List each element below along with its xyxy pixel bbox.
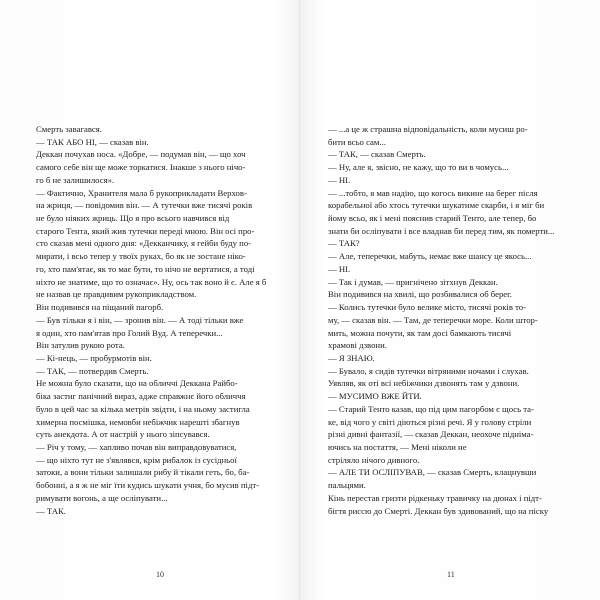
left-page-number: 10 [156, 570, 164, 579]
text-line: — Так і думав, — пригнічено зітхнув Деккан. [328, 276, 498, 287]
text-line: — НІ. [328, 174, 351, 185]
text-line: — ТАК АБО НІ, — сказав він. [36, 136, 149, 147]
text-line: ючись на постаття, — Мені ніколи не [328, 441, 467, 452]
text-line: корабельної або хтось тутечки шукатиме скарби, і я міг би [328, 200, 545, 211]
text-line: сто сказав мені одного дня: «Декканчику, я гейби буду по- [36, 238, 252, 249]
text-line: мить, можна почути, як там досі бамкають тисячі [328, 327, 512, 338]
text-line: — МУСИМО ВЖЕ ЙТИ. [328, 391, 422, 402]
text-line: різні дивні фантазії, — сказав Деккан, неохоче підніма- [328, 429, 534, 440]
text-line: Уявляв, як оті всі небіжчики дзвонять там у дзвони. [328, 378, 520, 389]
text-line: бити всьо сам... [328, 136, 386, 147]
text-line: Він подивився на піщаний пагорб. [36, 302, 164, 313]
text-line: — Старий Тенто казав, що під цим пагорбом є щось та- [328, 403, 534, 414]
text-line: не було ніяких жриць. Що я про всього навчився від [36, 213, 230, 224]
text-line: — Кі-нець, — пробурмотів він. [36, 352, 152, 363]
text-line: — ТАК, — сказав Смерть. [328, 149, 426, 160]
text-line: химерна посмішка, немовби небіжчик нарешті збагнув [36, 416, 240, 427]
text-line: — Я ЗНАЮ. [328, 352, 375, 363]
text-line: Він затулив рукою рота. [36, 340, 125, 351]
text-line: мирати, і всьо тепер у твоїх руках, бо як не зостане ніко- [36, 251, 246, 262]
text-line: пальцями. [328, 480, 366, 491]
text-line: ніхто не знатиме, що то означає». Ну, ось так воно й є. Але я б [36, 276, 267, 287]
right-page-number: 11 [447, 570, 455, 579]
text-line: му, — сказав він. — Там, де теперечки море. Коли штор- [328, 314, 538, 325]
text-line: на жриця, — повідомив він. — А тутечки вже тисячі років [36, 200, 253, 211]
text-line: Кінь перестав гризти рідкеньку травичку на дюнах і підт- [328, 492, 542, 503]
text-line: — що ніхто тут не з'являвся, крім рибалок із сусідньої [36, 454, 237, 465]
text-line: — Річ у тому, — хапливо почав він виправдовуватися, [36, 441, 237, 452]
text-line: Він подивився на хвилі, що розбивалися об берег. [328, 289, 512, 300]
text-line: Смерть завагався. [36, 124, 102, 134]
text-line: — АЛЕ ТИ ОСЛІПУВАВ, — сказав Смерть, клацнувши [328, 467, 537, 478]
text-line: стріляло нічого дивного. [328, 454, 420, 465]
text-line: го б не залишилося». [36, 174, 115, 185]
text-line: Не можна було сказати, що на обличчі Деккана Райбо- [36, 378, 238, 389]
text-line: бігтя риссю до Смерті. Деккан був здивований, що на піску [328, 505, 549, 516]
text-line: — ...а це ж страшна відповідальність, коли мусиш ро- [328, 124, 528, 134]
text-line: — ТАК. [36, 505, 66, 516]
text-line: ке, від чого у світі діються різні речі. Я у голову стріли [328, 416, 532, 427]
text-line: я один, хто пам'ятав про Голий Вуд. А теперечки... [36, 327, 223, 338]
text-line: — Бувало, я сидів тутечки вітряними ночами і слухав. [328, 365, 529, 376]
text-line: — ТАК? [328, 238, 360, 249]
right-page-text [328, 123, 564, 517]
text-line: го, хто пам'ятає, як то має бути, то нічо не вертатися, а тоді [36, 263, 255, 274]
text-line: йому всьо, як і мені пояснив старий Тенто, але тепер, бо [328, 213, 537, 224]
text-line: — ...тобто, я мав надію, що когось викине на берег після [328, 187, 538, 198]
text-line: — ТАК, — потвердив Смерть. [36, 365, 149, 376]
text-line: — Фактично, Хранителя мала б рукоприкладати Верхов- [36, 187, 247, 198]
text-line: біка застиг панічний вираз, адже справжнє його обличчя [36, 391, 246, 402]
left-page-text [36, 123, 272, 517]
text-line: не назвав це правдивим рукоприкладством. [36, 289, 197, 300]
text-line: — Але, теперечки, мабуть, немає вже шансу це якось... [328, 251, 532, 262]
text-line: Деккан почухав носа. «Добре, — подумав він, — що хоч [36, 149, 246, 160]
text-line: храмові дзвони. [328, 340, 387, 351]
text-line: — Був тільки я і він, — зронив він. — А тоді тільки вже [36, 314, 244, 325]
text-line: — Ну, але я, звісно, не кажу, що то ви в чомусь... [328, 162, 509, 173]
text-line: римувати вогонь, а ще осліпувати... [36, 492, 168, 503]
text-line: самого себе він ще може торкатися. Інакше з нього нічо- [36, 162, 246, 173]
text-line: знати би осліпувати і все владнав би перед тим, як померти... [328, 225, 555, 236]
book-gutter [299, 0, 301, 600]
text-line: — НІ. [328, 263, 351, 274]
text-line: бобонні, а я ж не міг їти кудись шукати учня, бо мусив підт- [36, 480, 260, 491]
text-line: суть анекдота. А от настрій у нього зіпсувався. [36, 429, 210, 440]
text-line: було в цей час за кілька метрів звідти, і на ньому застигла [36, 403, 250, 414]
text-line: старого Тента, який жив тутечки переді мною. Він осі про- [36, 225, 255, 236]
text-line: — Колись тутечки було велике місто, тисячі років то- [328, 302, 527, 313]
text-line: затоки, а вони тільки залишали рибу й тікали геть, бо, ба- [36, 467, 250, 478]
